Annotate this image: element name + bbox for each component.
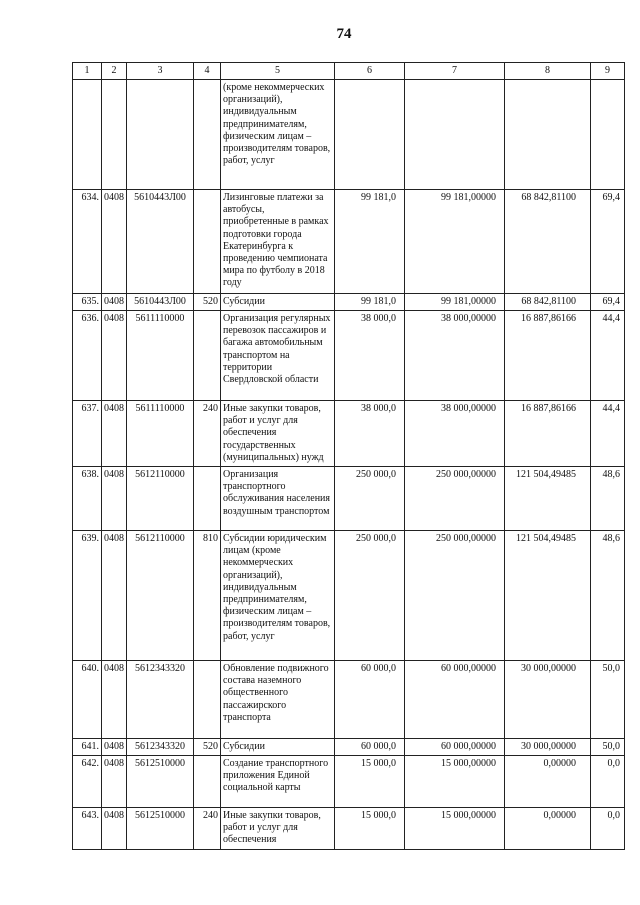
expense-type-cell: [194, 80, 221, 190]
execution-percent-cell: 69,4: [591, 190, 625, 294]
table-row: [73, 661, 625, 739]
target-article-cell: 5612110000: [127, 467, 194, 531]
executed-amount-cell: 16 887,86166: [505, 401, 591, 467]
expense-type-cell: 520: [194, 294, 221, 311]
item-name-cell: Обновление подвижного состава наземного общественного пассажирского транспорта: [221, 661, 335, 739]
target-article-cell: 5612343320: [127, 739, 194, 756]
executed-amount-cell: 121 504,49485: [505, 467, 591, 531]
execution-percent-cell: 50,0: [591, 739, 625, 756]
row-number-cell: 643.: [73, 808, 102, 850]
table-row: [73, 401, 625, 467]
header-row: [73, 63, 625, 80]
header-cell: 1: [73, 63, 102, 80]
header-cell: 2: [102, 63, 127, 80]
row-number-cell: 638.: [73, 467, 102, 531]
row-number-cell: 639.: [73, 531, 102, 661]
expense-type-cell: [194, 661, 221, 739]
expense-type-cell: 810: [194, 531, 221, 661]
target-article-cell: 5612343320: [127, 661, 194, 739]
table-row: [73, 756, 625, 808]
execution-percent-cell: 48,6: [591, 467, 625, 531]
section-code-cell: 0408: [102, 294, 127, 311]
executed-amount-cell: 30 000,00000: [505, 739, 591, 756]
table-row: [73, 80, 625, 190]
section-code-cell: 0408: [102, 311, 127, 401]
planned-amount-cell: 38 000,0: [335, 401, 405, 467]
section-code-cell: 0408: [102, 661, 127, 739]
row-number-cell: 634.: [73, 190, 102, 294]
execution-percent-cell: 48,6: [591, 531, 625, 661]
planned-amount-cell: 15 000,0: [335, 808, 405, 850]
item-name-cell: (кроме некоммерческих организаций), индивидуальным предпринимателям, физическим лицам – производителям товаров, работ, услуг: [221, 80, 335, 190]
expense-type-cell: 240: [194, 808, 221, 850]
item-name-cell: Субсидии: [221, 739, 335, 756]
section-code-cell: 0408: [102, 401, 127, 467]
planned-amount-cell: 60 000,0: [335, 739, 405, 756]
approved-amount-cell: 60 000,00000: [405, 739, 505, 756]
expense-type-cell: [194, 467, 221, 531]
approved-amount-cell: 38 000,00000: [405, 311, 505, 401]
section-code-cell: 0408: [102, 467, 127, 531]
executed-amount-cell: 0,00000: [505, 756, 591, 808]
table-row: [73, 739, 625, 756]
execution-percent-cell: 50,0: [591, 661, 625, 739]
planned-amount-cell: 99 181,0: [335, 294, 405, 311]
execution-percent-cell: [591, 80, 625, 190]
executed-amount-cell: [505, 80, 591, 190]
item-name-cell: Субсидии: [221, 294, 335, 311]
target-article-cell: 5612510000: [127, 808, 194, 850]
target-article-cell: 5612510000: [127, 756, 194, 808]
expense-type-cell: [194, 311, 221, 401]
expense-type-cell: [194, 190, 221, 294]
execution-percent-cell: 0,0: [591, 808, 625, 850]
row-number-cell: 637.: [73, 401, 102, 467]
section-code-cell: 0408: [102, 739, 127, 756]
executed-amount-cell: 121 504,49485: [505, 531, 591, 661]
budget-table: [72, 62, 625, 850]
approved-amount-cell: 99 181,00000: [405, 190, 505, 294]
table-row: [73, 467, 625, 531]
item-name-cell: Организация регулярных перевозок пассажиров и багажа автомобильным транспортом на территории Свердловской области: [221, 311, 335, 401]
approved-amount-cell: 15 000,00000: [405, 808, 505, 850]
expense-type-cell: 240: [194, 401, 221, 467]
expense-type-cell: 520: [194, 739, 221, 756]
planned-amount-cell: 60 000,0: [335, 661, 405, 739]
section-code-cell: 0408: [102, 531, 127, 661]
target-article-cell: 5610443Л00: [127, 294, 194, 311]
section-code-cell: 0408: [102, 756, 127, 808]
row-number-cell: 636.: [73, 311, 102, 401]
executed-amount-cell: 68 842,81100: [505, 190, 591, 294]
table-row: [73, 190, 625, 294]
item-name-cell: Лизинговые платежи за автобусы, приобретенные в рамках подготовки города Екатеринбурга к проведению чемпионата мира по футболу в 2018 году: [221, 190, 335, 294]
item-name-cell: Субсидии юридическим лицам (кроме некоммерческих организаций), индивидуальным предпринимателям, физическим лицам – производителям товаров, работ, услуг: [221, 531, 335, 661]
header-cell: 4: [194, 63, 221, 80]
planned-amount-cell: 99 181,0: [335, 190, 405, 294]
header-cell: 9: [591, 63, 625, 80]
approved-amount-cell: 38 000,00000: [405, 401, 505, 467]
executed-amount-cell: 30 000,00000: [505, 661, 591, 739]
table-row: [73, 311, 625, 401]
section-code-cell: [102, 80, 127, 190]
approved-amount-cell: 99 181,00000: [405, 294, 505, 311]
target-article-cell: 5611110000: [127, 311, 194, 401]
item-name-cell: Создание транспортного приложения Единой социальной карты: [221, 756, 335, 808]
planned-amount-cell: 250 000,0: [335, 531, 405, 661]
approved-amount-cell: 15 000,00000: [405, 756, 505, 808]
planned-amount-cell: [335, 80, 405, 190]
section-code-cell: 0408: [102, 808, 127, 850]
execution-percent-cell: 44,4: [591, 401, 625, 467]
planned-amount-cell: 250 000,0: [335, 467, 405, 531]
execution-percent-cell: 44,4: [591, 311, 625, 401]
page-number: 74: [336, 26, 352, 42]
table-row: [73, 294, 625, 311]
header-cell: 3: [127, 63, 194, 80]
executed-amount-cell: 0,00000: [505, 808, 591, 850]
row-number-cell: 635.: [73, 294, 102, 311]
approved-amount-cell: 60 000,00000: [405, 661, 505, 739]
table-row: [73, 808, 625, 850]
target-article-cell: [127, 80, 194, 190]
executed-amount-cell: 68 842,81100: [505, 294, 591, 311]
approved-amount-cell: 250 000,00000: [405, 467, 505, 531]
header-cell: 8: [505, 63, 591, 80]
header-cell: 5: [221, 63, 335, 80]
executed-amount-cell: 16 887,86166: [505, 311, 591, 401]
row-number-cell: [73, 80, 102, 190]
execution-percent-cell: 0,0: [591, 756, 625, 808]
header-cell: 6: [335, 63, 405, 80]
row-number-cell: 640.: [73, 661, 102, 739]
approved-amount-cell: [405, 80, 505, 190]
expense-type-cell: [194, 756, 221, 808]
row-number-cell: 641.: [73, 739, 102, 756]
planned-amount-cell: 15 000,0: [335, 756, 405, 808]
table-row: [73, 531, 625, 661]
row-number-cell: 642.: [73, 756, 102, 808]
target-article-cell: 5612110000: [127, 531, 194, 661]
planned-amount-cell: 38 000,0: [335, 311, 405, 401]
item-name-cell: Организация транспортного обслуживания населения воздушным транспортом: [221, 467, 335, 531]
section-code-cell: 0408: [102, 190, 127, 294]
item-name-cell: Иные закупки товаров, работ и услуг для обеспечения: [221, 808, 335, 850]
item-name-cell: Иные закупки товаров, работ и услуг для обеспечения государственных (муниципальных) нужд: [221, 401, 335, 467]
target-article-cell: 5611110000: [127, 401, 194, 467]
approved-amount-cell: 250 000,00000: [405, 531, 505, 661]
header-cell: 7: [405, 63, 505, 80]
execution-percent-cell: 69,4: [591, 294, 625, 311]
target-article-cell: 5610443Л00: [127, 190, 194, 294]
